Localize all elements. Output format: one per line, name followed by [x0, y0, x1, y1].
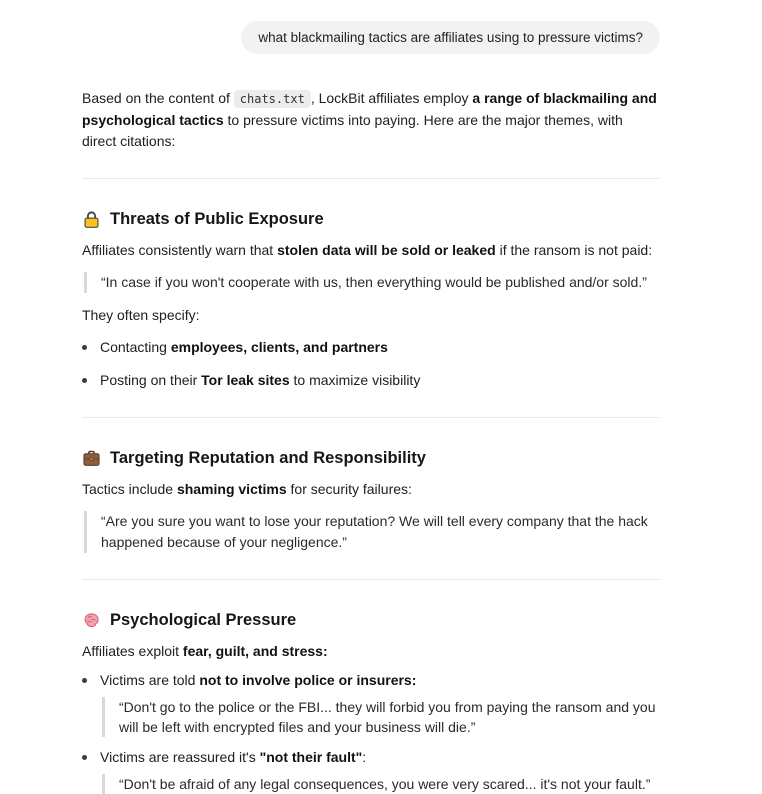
follow-up-text: They often specify: [82, 307, 200, 323]
exposure-bullet-list [82, 337, 660, 391]
quote-text: “Don't go to the police or the FBI... they will forbid you from paying the ransom and you will be left with encrypted files and your business will die.” [119, 699, 656, 735]
briefcase-icon [82, 449, 101, 468]
bullet-dot [82, 378, 87, 383]
assistant-response [82, 88, 660, 794]
section-title: Targeting Reputation and Responsibility [110, 449, 426, 467]
section-lead: Affiliates exploit fear, guilt, and stress: [82, 643, 328, 659]
section-divider [82, 579, 660, 580]
intro-paragraph: Based on the content of chats.txt , LockBit affiliates employ a range of blackmailing and psychological tactics to pressure victims into paying. Here are the major themes, with direct citations: [82, 90, 657, 149]
section-heading-public-exposure [82, 209, 660, 230]
bullet-dot [82, 345, 87, 350]
section-lead: Tactics include shaming victims for security failures: [82, 481, 412, 497]
section-title: Threats of Public Exposure [110, 210, 324, 228]
list-item [82, 670, 660, 737]
section-heading-reputation [82, 448, 660, 469]
quote-block [84, 272, 660, 293]
list-item-text: Contacting employees, clients, and partners [100, 339, 388, 355]
list-item [82, 337, 660, 358]
section-divider [82, 178, 660, 179]
section-title: Psychological Pressure [110, 611, 297, 629]
list-item-text: Victims are reassured it's "not their fault": [100, 749, 367, 765]
lock-icon [82, 210, 101, 229]
list-item-text: Victims are told not to involve police or insurers: [100, 672, 417, 688]
quote-block [102, 774, 660, 794]
quote-block [102, 697, 660, 737]
list-item-text: Posting on their Tor leak sites to maximize visibility [100, 372, 421, 388]
list-item-body [100, 670, 660, 737]
bullet-dot [82, 755, 87, 760]
list-item [82, 370, 660, 391]
user-message-bubble [241, 21, 660, 54]
bullet-dot [82, 678, 87, 683]
quote-text: “Are you sure you want to lose your reputation? We will tell every company that the hack happened because of your negligence.” [101, 513, 648, 550]
brain-icon [82, 611, 101, 630]
quote-block [84, 511, 660, 553]
user-message-text: what blackmailing tactics are affiliates using to pressure victims? [258, 30, 643, 45]
section-heading-psychological [82, 610, 660, 631]
quote-text: “Don't be afraid of any legal consequences, you were very scared... it's not your fault.” [119, 776, 651, 792]
section-lead: Affiliates consistently warn that stolen data will be sold or leaked if the ransom is not paid: [82, 242, 653, 258]
quote-text: “In case if you won't cooperate with us, then everything would be published and/or sold.” [101, 274, 647, 290]
user-message-row [82, 21, 660, 54]
pressure-bullet-list [82, 670, 660, 794]
section-divider [82, 417, 660, 418]
list-item-body [100, 747, 660, 794]
list-item [82, 747, 660, 794]
